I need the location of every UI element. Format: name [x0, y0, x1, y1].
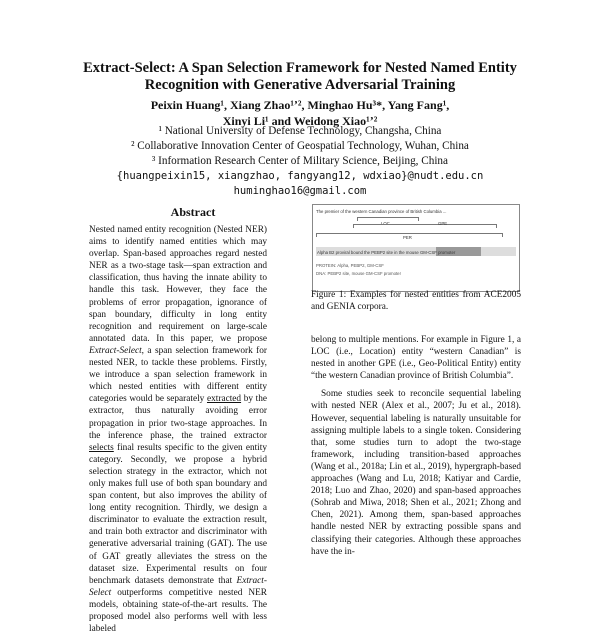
figure-1: [312, 204, 520, 292]
dna-annotation: DNA: PEBP2 site, mouse GM-CSF promoter: [316, 271, 402, 276]
abstract-part: by the extractor, thus naturally avoiding error propagation in prior two-stage approaches. In the inference phase, the trained extractor: [89, 394, 268, 441]
gpe-label: GPE: [438, 221, 448, 226]
emails-line-1: {huangpeixin15, xiangzhao, fangyang12, wdxiao}@nudt.edu.cn: [116, 170, 484, 182]
figure-sentence-1: The premier of the western Canadian province of British Columbia ...: [316, 209, 447, 214]
affiliation-3: ³ Information Research Center of Military Science, Beijing, China: [151, 155, 448, 167]
body-paragraph-1: belong to multiple mentions. For example in Figure 1, a LOC (i.e., Location) entity “western Canadian” is nested in another GPE (i.e., Geo-Political Entity) entity “the western Canadian province of British Columbia”.: [311, 335, 521, 382]
abstract-part: Nested named entity recognition (Nested NER) aims to identify named entities which may overlap. Span-based approaches regard nested NER as a two-stage task—span extraction and classification, thus having the innate ability to handle this task. However, they face the problems of error propagation, ignorance of span boundary, difficulty in long entity recognition and requirement on large-scale annotated data. In this paper, we propose: [89, 225, 267, 344]
body-text: [311, 334, 521, 558]
paper-title: [0, 60, 600, 94]
title-line-1: Extract-Select: A Span Selection Framework for Nested Named Entity: [83, 60, 517, 76]
affiliation-1: ¹ National University of Defense Technology, Changsha, China: [158, 125, 442, 137]
underlined-word: extracted: [206, 394, 242, 405]
title-line-2: Recognition with Generative Adversarial Training: [144, 77, 456, 93]
figure-caption: Figure 1: Examples for nested entities from ACE2005 and GENIA corpora.: [311, 290, 521, 312]
affiliations: [0, 124, 600, 199]
affiliation-2: ² Collaborative Innovation Center of Geospatial Technology, Wuhan, China: [131, 140, 469, 152]
abstract-part: , a span selection framework for nested NER, to tackle these problems. Firstly, we introduce a span selection framework in which nested entities with different entity categories would be separately: [89, 345, 267, 405]
body-paragraph-2: Some studies seek to reconcile sequential labeling with nested NER (Alex et al., 2007; Ju et al., 2018). However, sequential labeling is naturally unsuitable for assigning multiple labels to a single token. Considering that, some studies turn to adopt the two-stage framework, including transition-based approaches (Wang et al., 2018a; Lin et al., 2019), hypergraph-based approaches (Wang and Lu, 2018; Katiyar and Cardie, 2018; Luo and Zhao, 2020) and span-based approaches (Sohrab and Miwa, 2018; Shen et al., 2021; Zhong and Chen, 2021). Among them, span-based approaches handle nested NER by extracting possible spans and classifying their categories. Although these approaches have the in-: [311, 389, 521, 557]
per-label: PER: [403, 235, 412, 240]
method-name: Extract-Select: [89, 345, 142, 356]
abstract-part: outperforms competitive nested NER models, obtaining state-of-the-art results. The proposed model also performs well with less labeled: [89, 587, 267, 635]
authors-line-2: Xinyi Li¹ and Weidong Xiao¹ʼ²: [222, 114, 378, 128]
abstract-text: [89, 224, 267, 635]
emails-line-2: huminghao16@gmail.com: [233, 185, 367, 197]
protein-annotation: PROTEIN: Alpha, PEBP2, GM-CSF: [316, 263, 384, 268]
method-name: Extract-Select: [89, 575, 267, 598]
gpe-bracket: [353, 224, 497, 228]
loc-label: LOC: [381, 221, 390, 226]
abstract-heading: Abstract: [170, 205, 216, 219]
authors-line-1: Peixin Huang¹, Xiang Zhao¹ʼ², Minghao Hu³*, Yang Fang¹,: [150, 98, 450, 112]
abstract-part: final results specific to the given entity category. Secondly, we propose a hybrid selection strategy in the extractor, which not only makes full use of both span boundary and span content, but also improves the ability of long entity recognition. Thirdly, we design a discriminator to evaluate the extraction result, and train both extractor and discriminator with generative adversarial training (GAT). The use of GAT greatly alleviates the stress on the dataset size. Experimental results on four benchmark datasets demonstrate that: [89, 442, 267, 586]
figure-sentence-2: Alpha B2 proviral bound the PEBP2 site in the mouse GM-CSF promoter: [317, 250, 456, 255]
underlined-word: selects: [89, 442, 114, 453]
